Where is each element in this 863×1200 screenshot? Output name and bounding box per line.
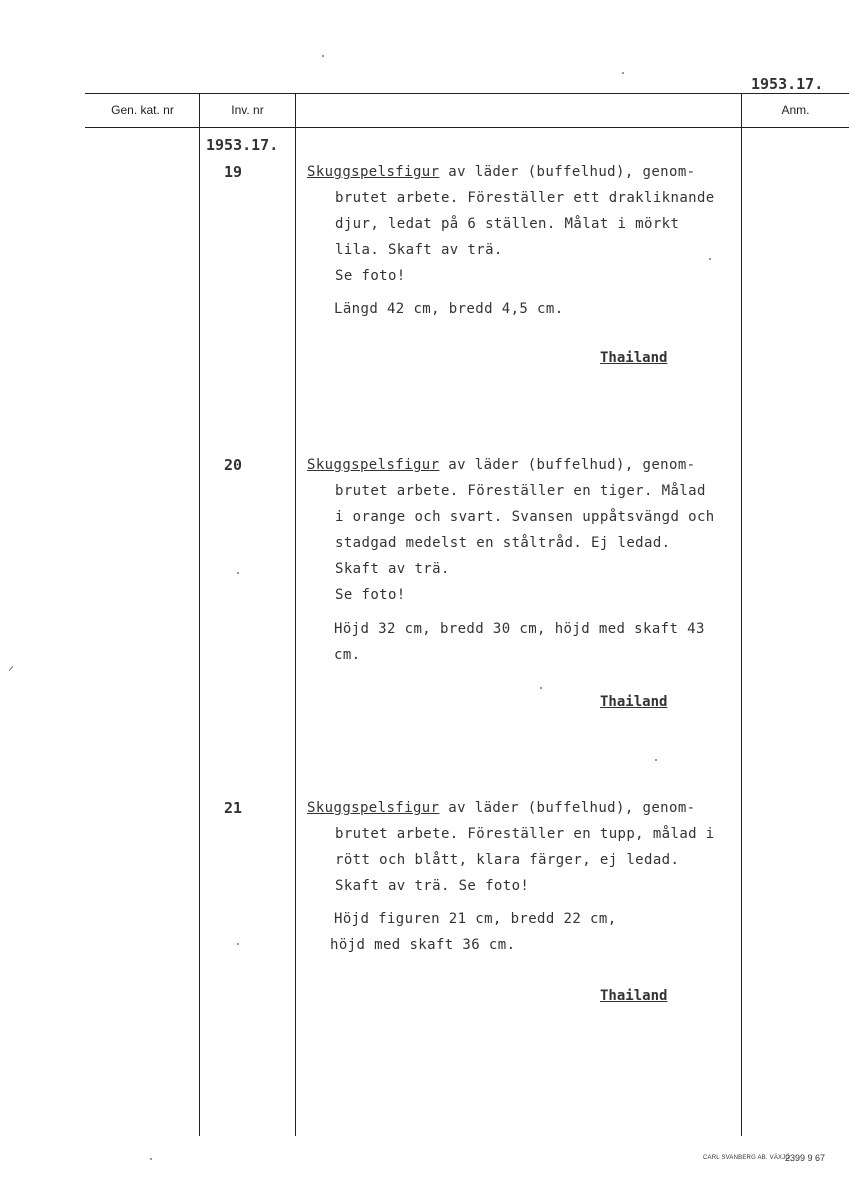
entry-title: Skuggspelsfigur — [307, 164, 440, 180]
scan-speck — [237, 572, 239, 574]
inv-number-20: 20 — [224, 456, 243, 474]
footer-form-code: 2399 9 67 — [785, 1153, 826, 1163]
entry-line: i orange och svart. Svansen uppåtsvängd och — [335, 509, 715, 525]
column-divider-inv-desc — [295, 93, 296, 1136]
entry-19-measure: Längd 42 cm, bredd 4,5 cm. — [334, 301, 564, 317]
entry-line: brutet arbete. Föreställer ett drakliknande — [335, 190, 715, 206]
entry-20-country: Thailand — [600, 694, 668, 710]
entry-line: Skuggspelsfigur av läder (buffelhud), genom- — [307, 800, 696, 816]
entry-line: stadgad medelst en ståltråd. Ej ledad. — [335, 535, 671, 551]
entry-line: Se foto! — [335, 268, 406, 284]
entry-21-country: Thailand — [600, 988, 668, 1004]
scan-speck — [622, 72, 624, 74]
inv-series: 1953.17. — [206, 136, 279, 154]
header-gen-kat-nr: Gen. kat. nr — [111, 103, 174, 117]
scan-speck — [150, 1158, 152, 1160]
entry-line: Se foto! — [335, 587, 406, 603]
entry-line: rött och blått, klara färger, ej ledad. — [335, 852, 680, 868]
entry-19-country: Thailand — [600, 350, 668, 366]
entry-line: Skaft av trä. Se foto! — [335, 878, 530, 894]
scan-speck — [322, 55, 324, 57]
header-anm: Anm. — [781, 103, 810, 117]
measure-line: cm. — [334, 647, 361, 663]
inv-number-21: 21 — [224, 799, 243, 817]
entry-title: Skuggspelsfigur — [307, 457, 440, 473]
entry-line: Skaft av trä. — [335, 561, 450, 577]
entry-line: Skuggspelsfigur av läder (buffelhud), genom- — [307, 457, 696, 473]
inv-number-19: 19 — [224, 163, 243, 181]
measure-line: Höjd 32 cm, bredd 30 cm, höjd med skaft 43 — [334, 621, 705, 637]
scan-speck — [237, 943, 239, 945]
scan-speck — [540, 687, 542, 689]
entry-line: lila. Skaft av trä. — [335, 242, 503, 258]
entry-line: brutet arbete. Föreställer en tiger. Målad — [335, 483, 706, 499]
entry-21-measure — [330, 906, 617, 958]
measure-line: Höjd figuren 21 cm, bredd 22 cm, — [334, 911, 617, 927]
entry-21-description — [307, 795, 715, 899]
entry-line: brutet arbete. Föreställer en tupp, målad i — [335, 826, 715, 842]
scan-speck — [9, 666, 14, 671]
footer-printer: CARL SVANBERG AB. VÄXJÖ — [703, 1155, 791, 1161]
measure-line: höjd med skaft 36 cm. — [330, 937, 516, 953]
scan-speck — [709, 258, 711, 260]
entry-line: Skuggspelsfigur av läder (buffelhud), genom- — [307, 164, 696, 180]
entry-19-description — [307, 159, 715, 289]
catalog-year: 1953.17. — [751, 75, 824, 93]
entry-title: Skuggspelsfigur — [307, 800, 440, 816]
column-divider-gen-inv — [199, 93, 200, 1136]
entry-20-description — [307, 452, 715, 608]
header-inv-nr: Inv. nr — [231, 103, 264, 117]
scan-speck — [655, 759, 657, 761]
entry-20-measure — [334, 616, 705, 668]
entry-line: djur, ledat på 6 ställen. Målat i mörkt — [335, 216, 680, 232]
column-divider-desc-anm — [741, 93, 742, 1136]
